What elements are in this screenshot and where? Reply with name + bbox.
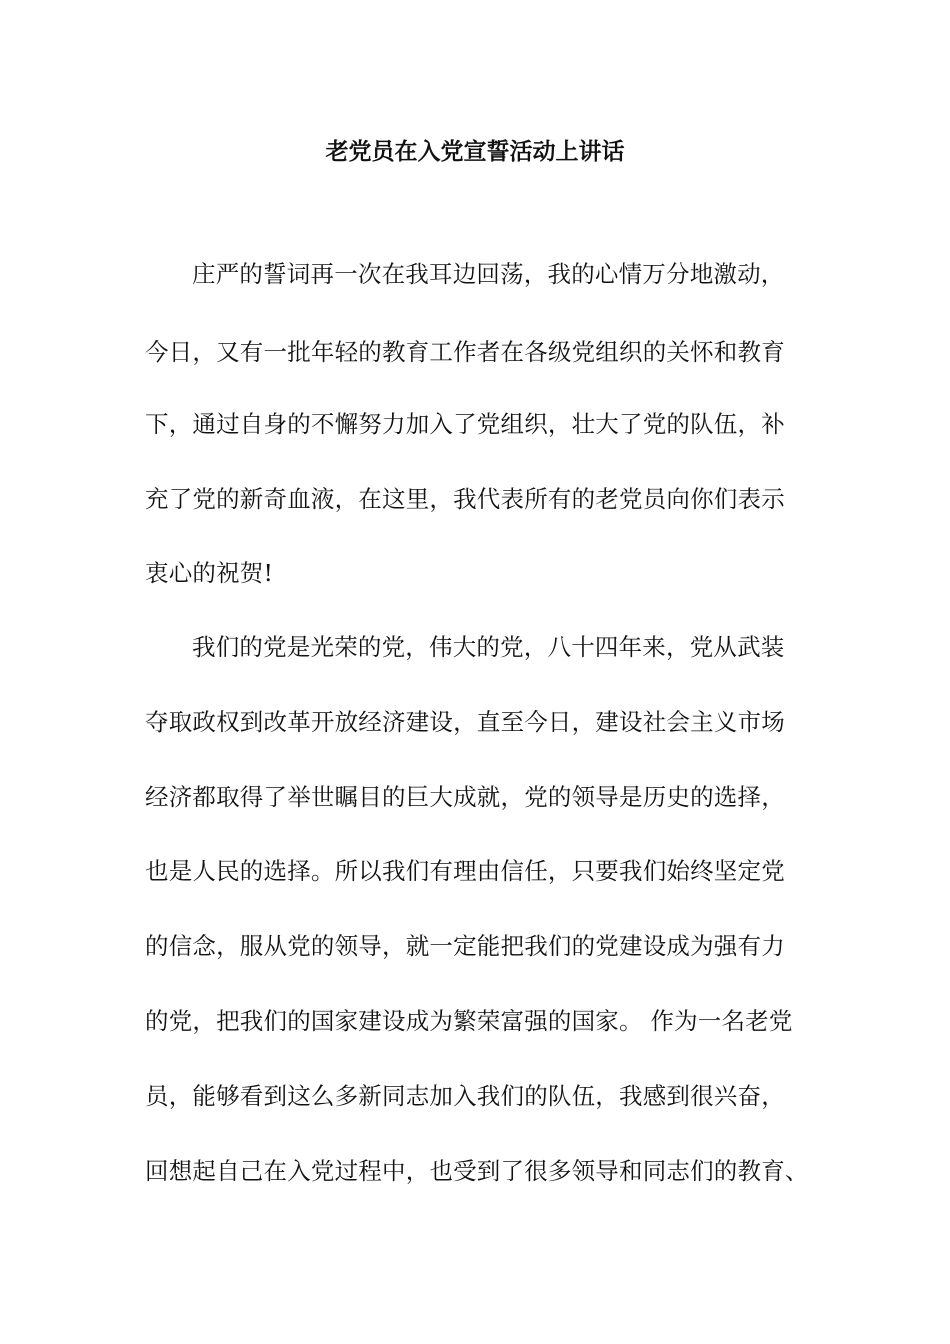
page-title: 老党员在入党宣誓活动上讲话 (325, 139, 625, 165)
paragraph-1-line-3: 下，通过自身的不懈努力加入了党组织，壮大了党的队伍，补 (145, 410, 785, 438)
paragraph-2-line-4: 也是人民的选择。所以我们有理由信任，只要我们始终坚定党 (145, 857, 785, 885)
paragraph-1-line-5: 衷心的祝贺! (145, 559, 274, 587)
paragraph-1-line-4: 充了党的新奇血液，在这里，我代表所有的老党员向你们表示 (145, 485, 785, 513)
paragraph-1-line-2: 今日，又有一批年轻的教育工作者在各级党组织的关怀和教育 (145, 338, 785, 366)
paragraph-2-line-6: 的党，把我们的国家建设成为繁荣富强的国家。 作为一名老党 (145, 1007, 793, 1035)
paragraph-2-line-2: 夺取政权到改革开放经济建设，直至今日，建设社会主义市场 (145, 708, 785, 736)
paragraph-2-line-8: 回想起自己在入党过程中，也受到了很多领导和同志们的教育、 (145, 1157, 809, 1185)
paragraph-2-line-1: 我们的党是光荣的党，伟大的党，八十四年来，党从武装 (192, 633, 785, 661)
paragraph-2-line-3: 经济都取得了举世瞩目的巨大成就，党的领导是历史的选择， (145, 783, 785, 811)
paragraph-1-line-1: 庄严的誓词再一次在我耳边回荡，我的心情万分地激动， (192, 260, 785, 288)
paragraph-2-line-7: 员，能够看到这么多新同志加入我们的队伍，我感到很兴奋， (145, 1082, 785, 1110)
paragraph-2-line-5: 的信念，服从党的领导，就一定能把我们的党建设成为强有力 (145, 932, 785, 960)
